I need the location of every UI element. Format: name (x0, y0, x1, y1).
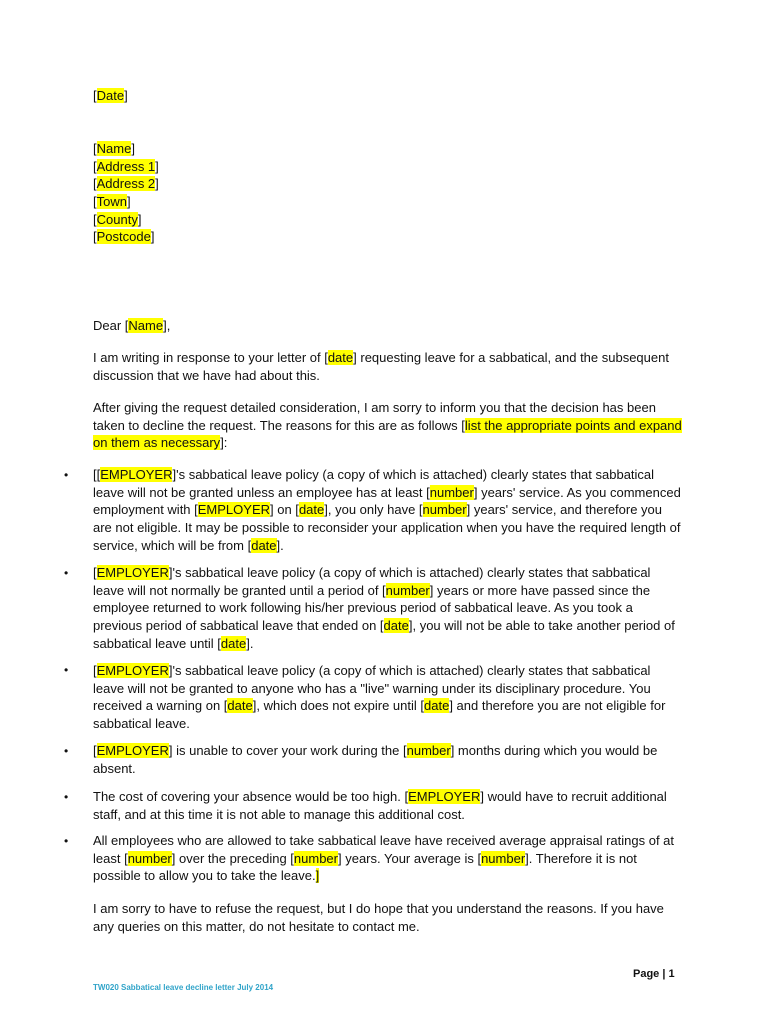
body-text: ] years. Your average is [ (337, 850, 482, 866)
body-text: All employees who are allowed to take sabbatical leave have received average appraisal ratings of at least [ (93, 833, 675, 866)
placeholder-highlight: date (327, 350, 354, 365)
bullet-symbol: • (64, 790, 69, 804)
body-text: The cost of covering your absence would be too high. [ (93, 789, 409, 804)
address-county: [County] (93, 211, 142, 227)
paragraph-closing: I am sorry to have to refuse the request, but I do hope that you understand the reasons. If you have any queries on this matter, do not hesitate to contact me. (93, 901, 664, 934)
reason-previous-sabbatical (93, 564, 683, 653)
placeholder-highlight: date (383, 618, 409, 634)
placeholder-highlight: date (220, 635, 247, 651)
bullet-symbol: • (64, 834, 69, 848)
placeholder-highlight: EMPLOYER (197, 502, 271, 518)
body-text: ], you only have [ (324, 502, 423, 518)
body-text: I am writing in response to your letter of [ (93, 350, 328, 365)
body-text: ]. Therefore it is not possible to allow you to take the leave. (93, 850, 637, 884)
bullet-symbol: • (64, 663, 69, 677)
placeholder-highlight: date (424, 698, 450, 714)
paragraph-decision (93, 399, 683, 452)
placeholder-highlight: EMPLOYER (100, 467, 173, 482)
placeholder-highlight: EMPLOYER (408, 789, 481, 804)
body-text: [[ (93, 467, 101, 482)
footer-document-reference: TW020 Sabbatical leave decline letter July 2014 (93, 983, 274, 992)
body-text: [ (93, 663, 97, 678)
address-postcode: [Postcode] (93, 229, 155, 245)
body-text: ] over the preceding [ (171, 850, 294, 866)
placeholder-highlight: EMPLOYER (96, 743, 169, 758)
body-text: ] is unable to cover your work during the [ (168, 743, 407, 758)
reason-service-length (93, 466, 683, 555)
placeholder-highlight: date (227, 698, 253, 714)
body-text: ] would have to recruit additional staff, and at this time it is not able to manage this additional cost. (93, 789, 667, 822)
body-text: ] and therefore you are not eligible for sabbatical leave. (93, 698, 666, 732)
date-line: [Date] (93, 88, 128, 103)
body-text: ] years' service. As you commenced employment with [ (93, 484, 681, 518)
placeholder-highlight: list the appropriate points and expand on them as necessary (93, 417, 682, 451)
placeholder-highlight: number (422, 502, 467, 518)
body-text: ], which does not expire until [ (252, 698, 424, 714)
placeholder-highlight: ] (315, 868, 320, 884)
placeholder-highlight: number (481, 850, 526, 866)
body-text: ]. (276, 537, 284, 553)
page-number: Page | 1 (633, 968, 675, 980)
body-text: ]'s sabbatical leave policy (a copy of which is attached) clearly states that sabbatical leave will not be granted to anyone who has a "live" warning under its disciplinary procedure. You received a warning on [ (93, 663, 651, 714)
body-text: [ (93, 743, 97, 758)
body-text: ]'s sabbatical leave policy (a copy of which is attached) clearly states that sabbatical leave will not normally be granted until a period of [ (93, 565, 651, 598)
salutation: Dear [Name], (93, 318, 171, 333)
body-text: After giving the request detailed consideration, I am sorry to inform you that the decision has been taken to decline the request. The reasons for this are as follows [ (93, 400, 656, 433)
paragraph-intro (93, 349, 683, 384)
placeholder-highlight: number (385, 582, 430, 598)
bullet-symbol: • (64, 468, 69, 482)
placeholder-highlight: date (298, 502, 325, 518)
placeholder-highlight: EMPLOYER (96, 663, 169, 678)
placeholder-highlight: date (251, 537, 277, 553)
address-name: [Name] (93, 141, 135, 156)
placeholder-highlight: number (127, 850, 172, 866)
placeholder-highlight: number (406, 743, 451, 758)
bullet-symbol: • (64, 744, 69, 758)
body-text: ]'s sabbatical leave policy (a copy of which is attached) clearly states that sabbatical leave will not be granted unless an employee has at least [ (93, 467, 655, 500)
body-text: ] on [ (270, 502, 299, 518)
reason-appraisal (93, 832, 683, 885)
address-line-1: [Address 1] (93, 158, 159, 174)
placeholder-highlight: number (293, 850, 338, 866)
reason-cover-work (93, 742, 683, 777)
placeholder-highlight: EMPLOYER (96, 565, 169, 580)
reason-disciplinary-warning (93, 662, 683, 733)
body-text: ]: (220, 435, 228, 451)
body-text: ] requesting leave for a sabbatical, and the subsequent discussion that we have had about this. (93, 350, 669, 383)
body-text: ] months during which you would be absent. (93, 743, 658, 776)
reason-cost (93, 788, 683, 823)
body-text: ] years or more have passed since the employee returned to work following his/her previous period of sabbatical leave. As you took a previous period of sabbatical leave that ended on [ (93, 582, 651, 634)
body-text: ] years' service, and therefore you are not eligible. It may be possible to reconsider your application when you have the required length of service, which will be from [ (93, 502, 681, 553)
address-line-2: [Address 2] (93, 176, 159, 192)
bullet-symbol: • (64, 566, 69, 580)
body-text: ], you will not be able to take another period of sabbatical leave until [ (93, 618, 675, 651)
date-placeholder: Date (96, 88, 125, 103)
address-block (93, 140, 683, 246)
placeholder-highlight: number (429, 484, 474, 500)
body-text: ]. (246, 635, 254, 651)
body-text: [ (93, 565, 97, 580)
address-town: [Town] (93, 194, 131, 210)
